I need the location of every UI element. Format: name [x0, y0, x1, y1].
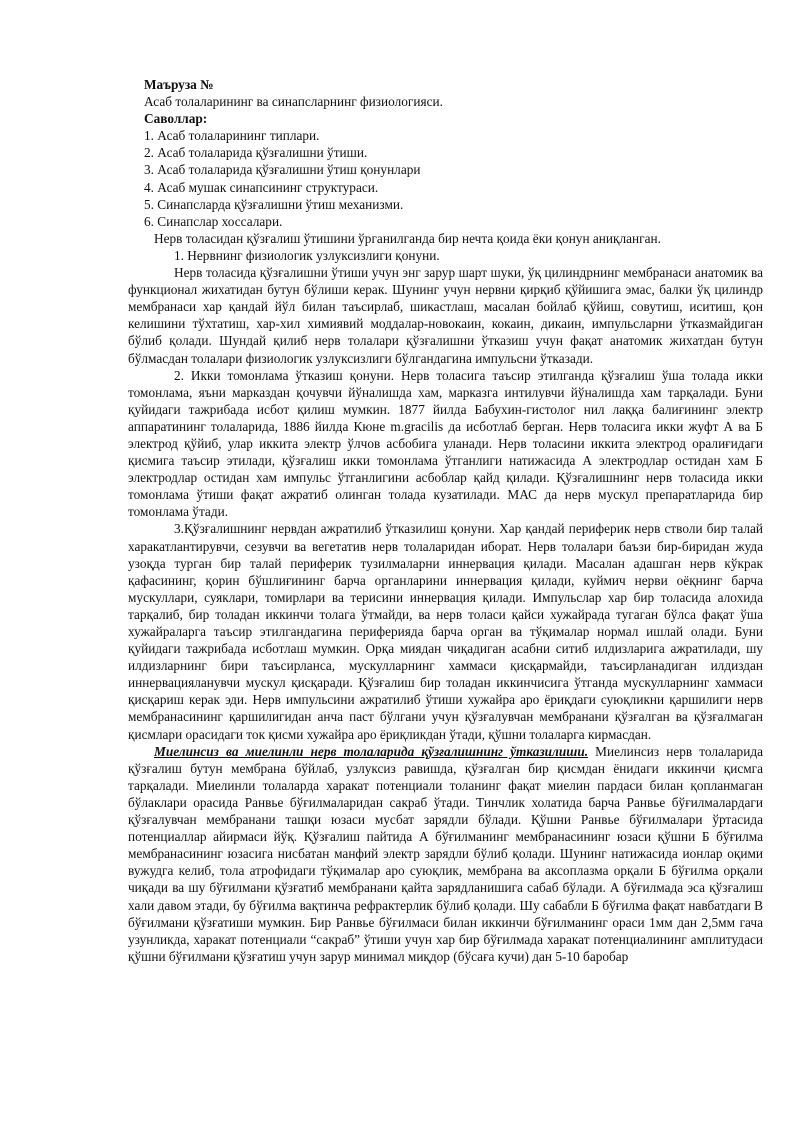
- document-page: [128, 76, 763, 965]
- lecture-topic: Асаб толаларининг ва синапсларнинг физиологияси.: [144, 94, 443, 110]
- question-item: 5. Синапсларда қўзғалишни ўтиш механизми.: [144, 196, 404, 212]
- myelin-paragraph: [128, 743, 763, 965]
- law1-title: 1. Нервнинг физиологик узлуксизлиги қонуни.: [174, 247, 440, 263]
- question-item: 4. Асаб мушак синапсининг структураси.: [144, 179, 379, 195]
- law2-paragraph: 2. Икки томонлама ўтказиш қонуни. Нерв толасига таъсир этилганда қўзғалиш ўша толада икки томонлама, яъни марказдан қочувчи йўналишда хам, марказга интилувчи йўналишда хам тарқалади. Буни қуйидаги тажрибада исбот қилиш мумкин. 1877 йилда Бабухин-гистолог нил лаққа балиғининг электр аппаратининг толаларида, 1886 йилда Кюне m.gracilis да исботлаб берган. Нерв толасига икки жуфт А ва Б электрод қўйиб, улар иккита электр ўлчов асбобига уланади. Нерв толасини иккита электрод оралиғидаги қисмига таъсир этилади, қўзғалиш икки томонлама ўтганлиги натижасида А электродлар остидан хам Б электродлар остидан хам импульс ўтганлигини асбоблар қайд қилади. Қўзғалишнинг нерв толасида икки томонлама ўтиши фақат ажратиб олинган толада кузатилади. МАС да нерв мускул препаратларида бир томонлама ўтади.: [128, 367, 763, 520]
- intro-paragraph: Нерв толасидан қўзғалиш ўтишини ўрганилганда бир нечта қоида ёки қонун аниқланган.: [154, 230, 661, 246]
- question-item: 6. Синапслар хоссалари.: [144, 213, 283, 229]
- myelin-heading: Миелинсиз ва миелинли нерв толаларида қўзғалишнинг ўтказилиши.: [154, 743, 589, 759]
- question-item: 1. Асаб толаларининг типлари.: [144, 128, 320, 144]
- myelin-body: Миелинсиз нерв толаларида қўзғалиш бутун мембрана бўйлаб, узлуксиз равишда, қўзғалган бир қисмдан ёнидаги иккинчи қисмга тарқалади. Миелинли толаларда харакат потенциали толанинг фақат миелин пардаси билан қопланмаган бўлаклари орасида Ранвье бўғилмаларидан сакраб ўтади. Тинчлик холатида барча Ранвье бўғилмалардаги қўзғалувчан мембранани ташқи юзаси мусбат зарядли бўлади. Қўшни Ранвье бўғилмалари ўртасида потенциаллар айирмаси йўқ. Қўзғалиш пайтида А бўғилманинг мембранасининг юзаси қўшни Б бўғилма мембранасининг юзасига нисбатан манфий электр зарядли бўлиб қолади. Шунинг натижасида ионлар оқими вужудга келиб, тола атрофидаги тўқималар аро суюқлик, мембрана ва аксоплазма орқали Б бўғилма орқали чиқади ва шу бўғилмани қўзғатиб мембранани қайта зарядланишига сабаб бўлади. А бўғилмада эса қўзғалиш хали давом этади, бу бўғилма вақтинча рефрактерлик бўлиб қолади. Шу сабабли Б бўғилма фақат навбатдаги В бўғилмани қўзғатиши мумкин. Бир Ранвье бўғилмаси билан иккинчи бўғилманинг ораси 1мм дан 2,5мм гача узунликда, харакат потенциали “сакраб” ўтиши учун хар бир бўғилмада харакат потенциалининг амплитудаси қўшни бўғилмани қўзғатиш учун зарур минимал миқдор (бўсаға кучи) дан 5-10 баробар: [128, 743, 763, 964]
- law1-paragraph: Нерв толасида қўзғалишни ўтиши учун энг зарур шарт шуки, ўқ цилиндрнинг мембранаси анатомик ва функционал жихатидан бутун бўлиши керак. Шунинг учун нервни қирқиб қўйишига эмас, балки ўқ цилиндр мембранаси хар қандай йўл билан таъсирлаб, шикастлаш, масалан бойлаб қўйиш, совутиш, иситиш, қон келишини тўхтатиш, хар-хил химиявий моддалар-новокаин, кокаин, дикаин, импульсларни ўтказмайдиган бўлиб қолади. Шундай қилиб нерв толалари қўзғалишни ўтказиш учун фақат анатомик жихатдан бутун бўлмасдан толалари физиологик узлуксизлиги бўлгандагина импульсни ўтказади.: [128, 265, 763, 366]
- lecture-title: Маъруза №: [144, 77, 214, 92]
- question-item: 3. Асаб толаларида қўзғалишни ўтиш қонунлари: [144, 162, 421, 178]
- question-item: 2. Асаб толаларида қўзғалишни ўтиши.: [144, 145, 368, 161]
- questions-label: Саволлар:: [144, 111, 208, 127]
- law3-paragraph: 3.Қўзғалишнинг нервдан ажратилиб ўтказилиш қонуни. Хар қандай периферик нерв стволи бир талай харакатлантирувчи, сезувчи ва вегетатив нерв толаларидан иборат. Нерв толалари баъзи бир-биридан жуда узоқда турган бир талай периферик тузилмаларни иннервация қилади. Масалан адашган нерв кўкрак қафасининг, қорин бўшлиғининг барча органларини иннервация қилади, куймич нерви оёқнинг барча мускуллари, суяклари, томирлари ва терисини иннервация қилади. Импульслар хар бир толасида алохида тарқалиб, бир толадан иккинчи толага ўтмайди, ва нерв толаси қайси хужайрада тугаган бўлса фақат ўша хужайраларга таъсир этилгандагина периферияда барча орган ва тўқималар нормал ишлай олади. Буни қуйидаги тажрибада исботлаш мумкин. Орқа миядан чиқадиган асабни ситиб илдизларига ажратилади, шу илдизларнинг бири таъсирланса, мускулларнинг хаммаси қисқармайди, таъсирланадиган илдиздан иннервацияланувчи мускул қисқаради. Қўзғалиш бир толадан иккинчисига ўтганда мускулларнинг хаммаси қисқариш керак эди. Нерв импульсини ажратилиб ўтиши хужайра аро ёриқдаги суюқликни қаршилиги нерв мембранасининг қаршилигидан анча паст бўлгани учун қўзғалувчан мембранани қўзғалган ва қўзғалмаган қисмлари орасидаги ток қисми хужайра аро ёриқликдан ўтади, қўшни толаларга кирмасдан.: [128, 521, 763, 742]
